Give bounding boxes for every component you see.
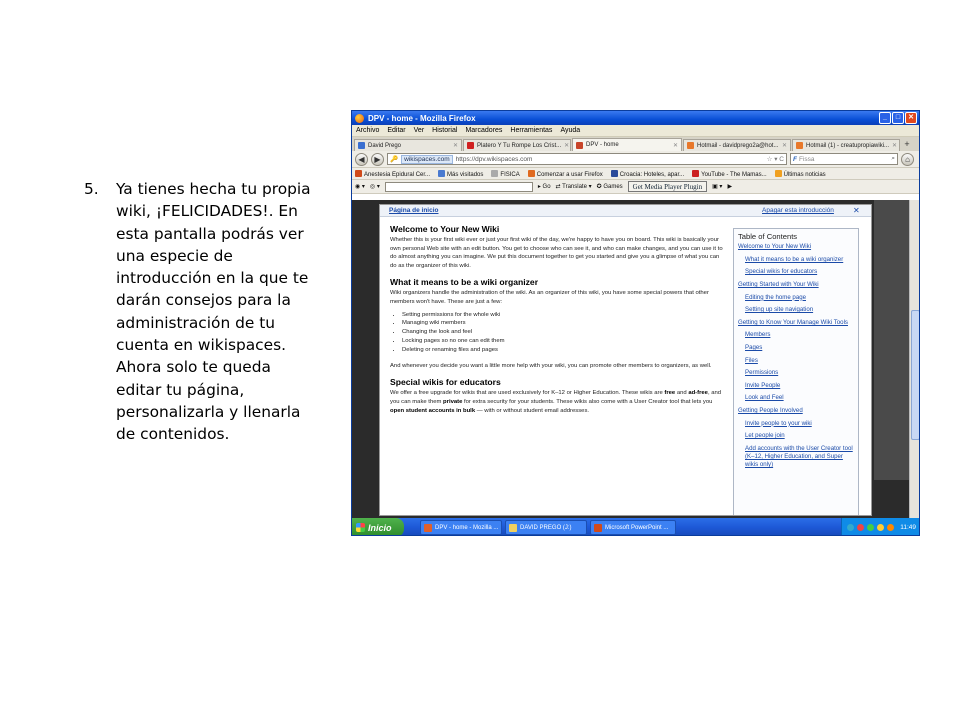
url-bar[interactable] xyxy=(387,153,787,165)
tab-bar xyxy=(352,137,919,151)
tab-close-icon[interactable]: ✕ xyxy=(564,143,570,149)
section-title-organizer: What it means to be a wiki organizer xyxy=(390,277,539,288)
welcome-paragraph: Whether this is your first wiki ever or just your first wiki of the day, we're happy to have you on board. This wiki is basically your own personal Web site with an edit button. You get to choose who can see it, and who can make changes, and you can use it to do almost anything you can imagine. We put this document together to get you started and give you a glimpse of what you can do as the organizer of this wiki. xyxy=(390,237,723,269)
taskbar-item-drive[interactable]: DAVID PREGO (J:) xyxy=(505,520,587,535)
back-button[interactable]: ◀ xyxy=(355,153,368,166)
toc-link-people-involved[interactable]: Getting People Involved xyxy=(738,407,803,415)
identity-icon: 🔑 xyxy=(390,156,399,163)
navigation-bar xyxy=(352,151,919,168)
list-item: • Setting permissions for the whole wiki xyxy=(402,311,725,320)
toc-link-getting-started[interactable]: Getting Started with Your Wiki xyxy=(738,281,819,289)
tab-hotmail-2[interactable] xyxy=(792,139,900,151)
section-title-welcome: Welcome to Your New Wiki xyxy=(390,224,500,234)
media-player-plugin-button[interactable]: Get Media Player Plugin xyxy=(628,181,707,192)
turn-off-intro-link[interactable]: Apagar esta introducción xyxy=(762,207,834,214)
search-engine-icon: F xyxy=(793,155,797,163)
tab-favicon xyxy=(796,142,803,149)
bookmark-croacia[interactable]: Croacia: Hoteles, apar... xyxy=(611,170,684,178)
bookmark-comenzar-firefox[interactable]: Comenzar a usar Firefox xyxy=(528,170,603,178)
search-box[interactable] xyxy=(790,153,898,165)
tab-close-icon[interactable]: ✕ xyxy=(672,142,678,149)
tab-favicon xyxy=(687,142,694,149)
window-titlebar xyxy=(352,111,919,125)
tab-close-icon[interactable]: ✕ xyxy=(892,143,898,149)
tab-close-icon[interactable]: ✕ xyxy=(781,143,787,149)
menu-ver[interactable]: Ver xyxy=(413,127,425,134)
slide-body-text: Ya tienes hecha tu propia wiki, ¡FELICIDADES!. En esta pantalla podrás ver una especie de introducción en la que te darán consejos para la administración de tu cuenta en wikispaces. Ahora solo te queda editar tu página, personalizarla y llenarla de contenidos. xyxy=(116,180,311,444)
scrollbar-thumb[interactable] xyxy=(911,310,920,440)
taskbar-icon xyxy=(509,524,517,532)
toolbar-logo-icon[interactable]: ◉ ▾ xyxy=(355,184,365,190)
bookmark-icon xyxy=(491,170,498,177)
close-intro-icon[interactable]: ✕ xyxy=(853,206,860,215)
tab-label: Hotmail (1) - creatupropiawiki... xyxy=(806,142,890,149)
toc-link-let-people-join[interactable]: Let people join xyxy=(745,432,785,440)
toc-link-members[interactable]: Members xyxy=(745,331,771,339)
new-tab-icon[interactable]: + xyxy=(904,139,910,149)
windows-taskbar xyxy=(352,518,920,536)
tab-close-icon[interactable]: ✕ xyxy=(452,143,458,149)
tab-label: David Prego xyxy=(368,142,402,149)
tab-label: Hotmail - davidprego2a@hot... xyxy=(697,142,779,149)
tab-favicon xyxy=(358,142,365,149)
wiki-intro-header xyxy=(380,205,871,217)
toolbar-options-icon[interactable]: ◎ ▾ xyxy=(369,184,380,190)
table-of-contents xyxy=(733,228,859,516)
menu-historial[interactable]: Historial xyxy=(432,127,458,134)
rss-icon xyxy=(775,170,782,177)
wiki-article xyxy=(390,224,725,422)
taskbar-icon xyxy=(594,524,602,532)
menu-editar[interactable]: Editar xyxy=(387,127,406,134)
toc-link-files[interactable]: Files xyxy=(745,356,758,364)
windows-logo-icon xyxy=(356,523,365,532)
browser-screenshot xyxy=(351,110,920,536)
list-number: 5. xyxy=(84,180,99,198)
system-tray xyxy=(841,518,920,536)
bookmark-youtube[interactable]: YouTube - The Mamas... xyxy=(692,170,766,178)
list-item: • Locking pages so no one can edit them xyxy=(402,337,725,346)
toc-link-welcome[interactable]: Welcome to Your New Wiki xyxy=(738,243,812,251)
taskbar-icon xyxy=(424,524,432,532)
bookmark-icon xyxy=(438,170,445,177)
list-item: • Managing wiki members xyxy=(402,319,725,328)
toc-title: Table of Contents xyxy=(738,232,798,241)
bookmark-star-icon[interactable]: ☆ ▾ C xyxy=(766,156,784,163)
organizer-intro: Wiki organizers handle the administration of the wiki. As an organizer of this wiki, you have some special powers that other members won't have. These are just a few: xyxy=(390,290,709,305)
tab-dpv-home[interactable] xyxy=(572,138,682,151)
addon-toolbar xyxy=(352,180,919,194)
tab-hotmail[interactable] xyxy=(683,139,791,151)
toc-link-editing-home[interactable]: Editing the home page xyxy=(745,293,806,301)
youtube-icon[interactable]: ▶ xyxy=(727,184,733,190)
toc-link-site-navigation[interactable]: Setting up site navigation xyxy=(745,306,814,314)
page-viewport xyxy=(352,200,920,518)
tab-favicon xyxy=(467,142,474,149)
taskbar-item-firefox[interactable]: DPV - home - Mozilla ... xyxy=(420,520,502,535)
tray-icon[interactable] xyxy=(847,524,854,531)
tray-icon[interactable] xyxy=(887,524,894,531)
site-identity: wikispaces.com xyxy=(401,155,453,164)
search-icon[interactable]: ⌕ xyxy=(891,155,895,162)
toc-link-user-creator[interactable]: Add accounts with the User Creator tool (K–12, Higher Education, and Super wikis only) xyxy=(745,444,853,469)
clock: 11:49 xyxy=(900,524,916,531)
toc-link-educators[interactable]: Special wikis for educators xyxy=(745,268,818,276)
list-item: • Deleting or renaming files and pages xyxy=(402,346,725,355)
bookmark-icon xyxy=(611,170,618,177)
bookmark-fisica[interactable]: FISICA xyxy=(491,170,519,178)
bookmark-icon xyxy=(528,170,535,177)
toolbar-search-input[interactable] xyxy=(385,182,533,192)
educators-paragraph: We offer a free upgrade for wikis that are used exclusively for K–12 or Higher Education. These wikis are free and ad-free, and you can make them private for extra security for your students. These wikis also come with a User Creator tool that lets you open student accounts in bulk — with or without student email addresses. xyxy=(390,390,722,414)
toc-link-look-and-feel[interactable]: Look and Feel xyxy=(745,394,784,402)
bookmark-icon xyxy=(355,170,362,177)
search-placeholder: Fissa xyxy=(798,155,815,163)
home-page-link[interactable]: Página de inicio xyxy=(389,207,439,214)
translate-button[interactable]: ⇄ Translate ▾ xyxy=(555,184,592,190)
menu-herramientas[interactable]: Herramientas xyxy=(510,127,553,134)
start-label: Inicio xyxy=(368,522,392,533)
taskbar-item-powerpoint[interactable]: Microsoft PowerPoint ... xyxy=(590,520,676,535)
firefox-icon xyxy=(355,114,364,123)
bookmark-ultimas-noticias[interactable]: Últimas noticias xyxy=(775,170,826,178)
url-text: https://dpv.wikispaces.com xyxy=(455,155,533,163)
slide-text-block xyxy=(84,178,314,446)
list-item: • Changing the look and feel xyxy=(402,328,725,337)
toc-link-invite-to-wiki[interactable]: Invite people to your wiki xyxy=(745,419,812,427)
bookmark-icon xyxy=(692,170,699,177)
minimize-button[interactable]: _ xyxy=(879,112,891,124)
tab-platero[interactable] xyxy=(463,139,571,151)
menu-ayuda[interactable]: Ayuda xyxy=(560,127,581,134)
menu-archivo[interactable]: Archivo xyxy=(356,127,380,134)
bookmarks-bar xyxy=(352,168,919,180)
organizer-outro: And whenever you decide you want a little more help with your wiki, you can promote other members to organizers, as well. xyxy=(390,362,712,369)
tray-icon[interactable] xyxy=(877,524,884,531)
close-window-button[interactable]: ✕ xyxy=(905,112,917,124)
facebook-icon[interactable]: ▣ ▾ xyxy=(712,184,723,190)
vertical-scrollbar[interactable] xyxy=(909,200,920,518)
tab-label: DPV - home xyxy=(586,142,619,148)
toc-link-permissions[interactable]: Permissions xyxy=(745,369,779,377)
tray-icon[interactable] xyxy=(867,524,874,531)
organizer-powers-list xyxy=(402,311,725,355)
menu-bar xyxy=(352,125,919,137)
bookmark-anestesia[interactable]: Anestesia Epidural Cer... xyxy=(355,170,430,178)
go-button[interactable]: ▸ Go xyxy=(537,184,551,190)
section-title-educators: Special wikis for educators xyxy=(390,377,501,388)
page-background-right xyxy=(874,200,909,480)
games-button[interactable]: ✪ Games xyxy=(596,184,623,190)
tab-david-prego[interactable] xyxy=(354,139,462,151)
tray-icon[interactable] xyxy=(857,524,864,531)
toc-link-pages[interactable]: Pages xyxy=(745,344,763,352)
forward-button[interactable]: ▶ xyxy=(371,153,384,166)
toc-link-manage-tools[interactable]: Getting to Know Your Manage Wiki Tools xyxy=(738,318,848,326)
toc-link-organizer[interactable]: What it means to be a wiki organizer xyxy=(745,255,844,263)
toc-link-invite-people[interactable]: Invite People xyxy=(745,381,781,389)
tab-label: Platero Y Tu Rompe Los Crist... xyxy=(477,142,562,149)
menu-marcadores[interactable]: Marcadores xyxy=(465,127,503,134)
wiki-intro-panel xyxy=(379,204,872,516)
window-title: DPV - home - Mozilla Firefox xyxy=(368,113,476,123)
maximize-button[interactable]: □ xyxy=(892,112,904,124)
tab-favicon xyxy=(576,142,583,149)
home-button[interactable]: ⌂ xyxy=(901,153,914,166)
start-button[interactable] xyxy=(352,518,404,536)
bookmark-mas-visitados[interactable]: Más visitados xyxy=(438,170,483,178)
